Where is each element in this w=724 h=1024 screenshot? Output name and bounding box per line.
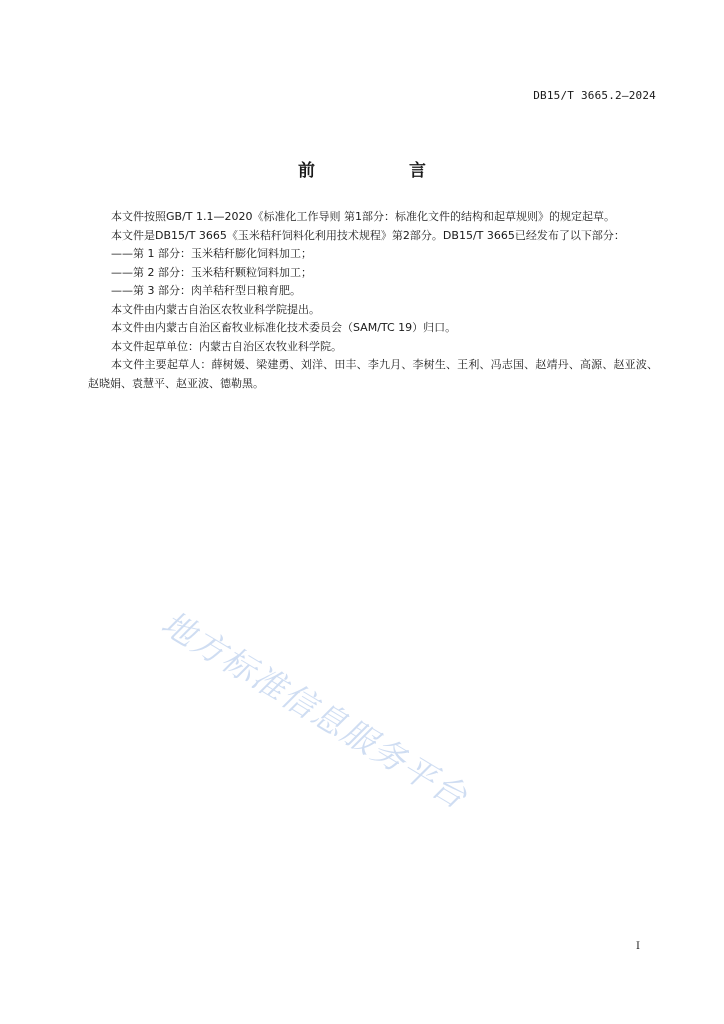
paragraph-drafting-unit: 本文件起草单位：内蒙古自治区农牧业科学院。 xyxy=(111,339,342,353)
paragraph-drafters: 本文件主要起草人：薛树媛、梁建勇、刘洋、田丰、李九月、李树生、王利、冯志国、赵靖丹、高源、赵亚波、赵晓娟、袁慧平、赵亚波、德勒黑。 xyxy=(88,358,658,390)
page-number: I xyxy=(636,941,640,952)
paragraph-series-parts: 本文件是DB15/T 3665《玉米秸秆饲料化利用技术规程》第2部分。DB15/T 3665已经发布了以下部分： xyxy=(111,228,625,242)
paragraph-centralized-by: 本文件由内蒙古自治区畜牧业标准化技术委员会（SAM/TC 19）归口。 xyxy=(111,321,457,334)
list-item-part-2: ——第 2 部分：玉米秸秆颗粒饲料加工； xyxy=(111,265,312,279)
list-item-part-3: ——第 3 部分：肉羊秸秆型日粮育肥。 xyxy=(111,284,301,297)
page-title: 前 言 xyxy=(298,161,470,181)
watermark: 地方标准信息服务平台 xyxy=(154,603,475,817)
foreword-body xyxy=(88,208,658,393)
list-item-part-1: ——第 1 部分：玉米秸秆膨化饲料加工； xyxy=(111,247,312,260)
paragraph-drafting-rules: 本文件按照GB/T 1.1—2020《标准化工作导则 第1部分：标准化文件的结构和起草规则》的规定起草。 xyxy=(111,210,615,223)
paragraph-proposed-by: 本文件由内蒙古自治区农牧业科学院提出。 xyxy=(111,302,320,316)
document-code: DB15/T 3665.2—2024 xyxy=(533,89,656,102)
